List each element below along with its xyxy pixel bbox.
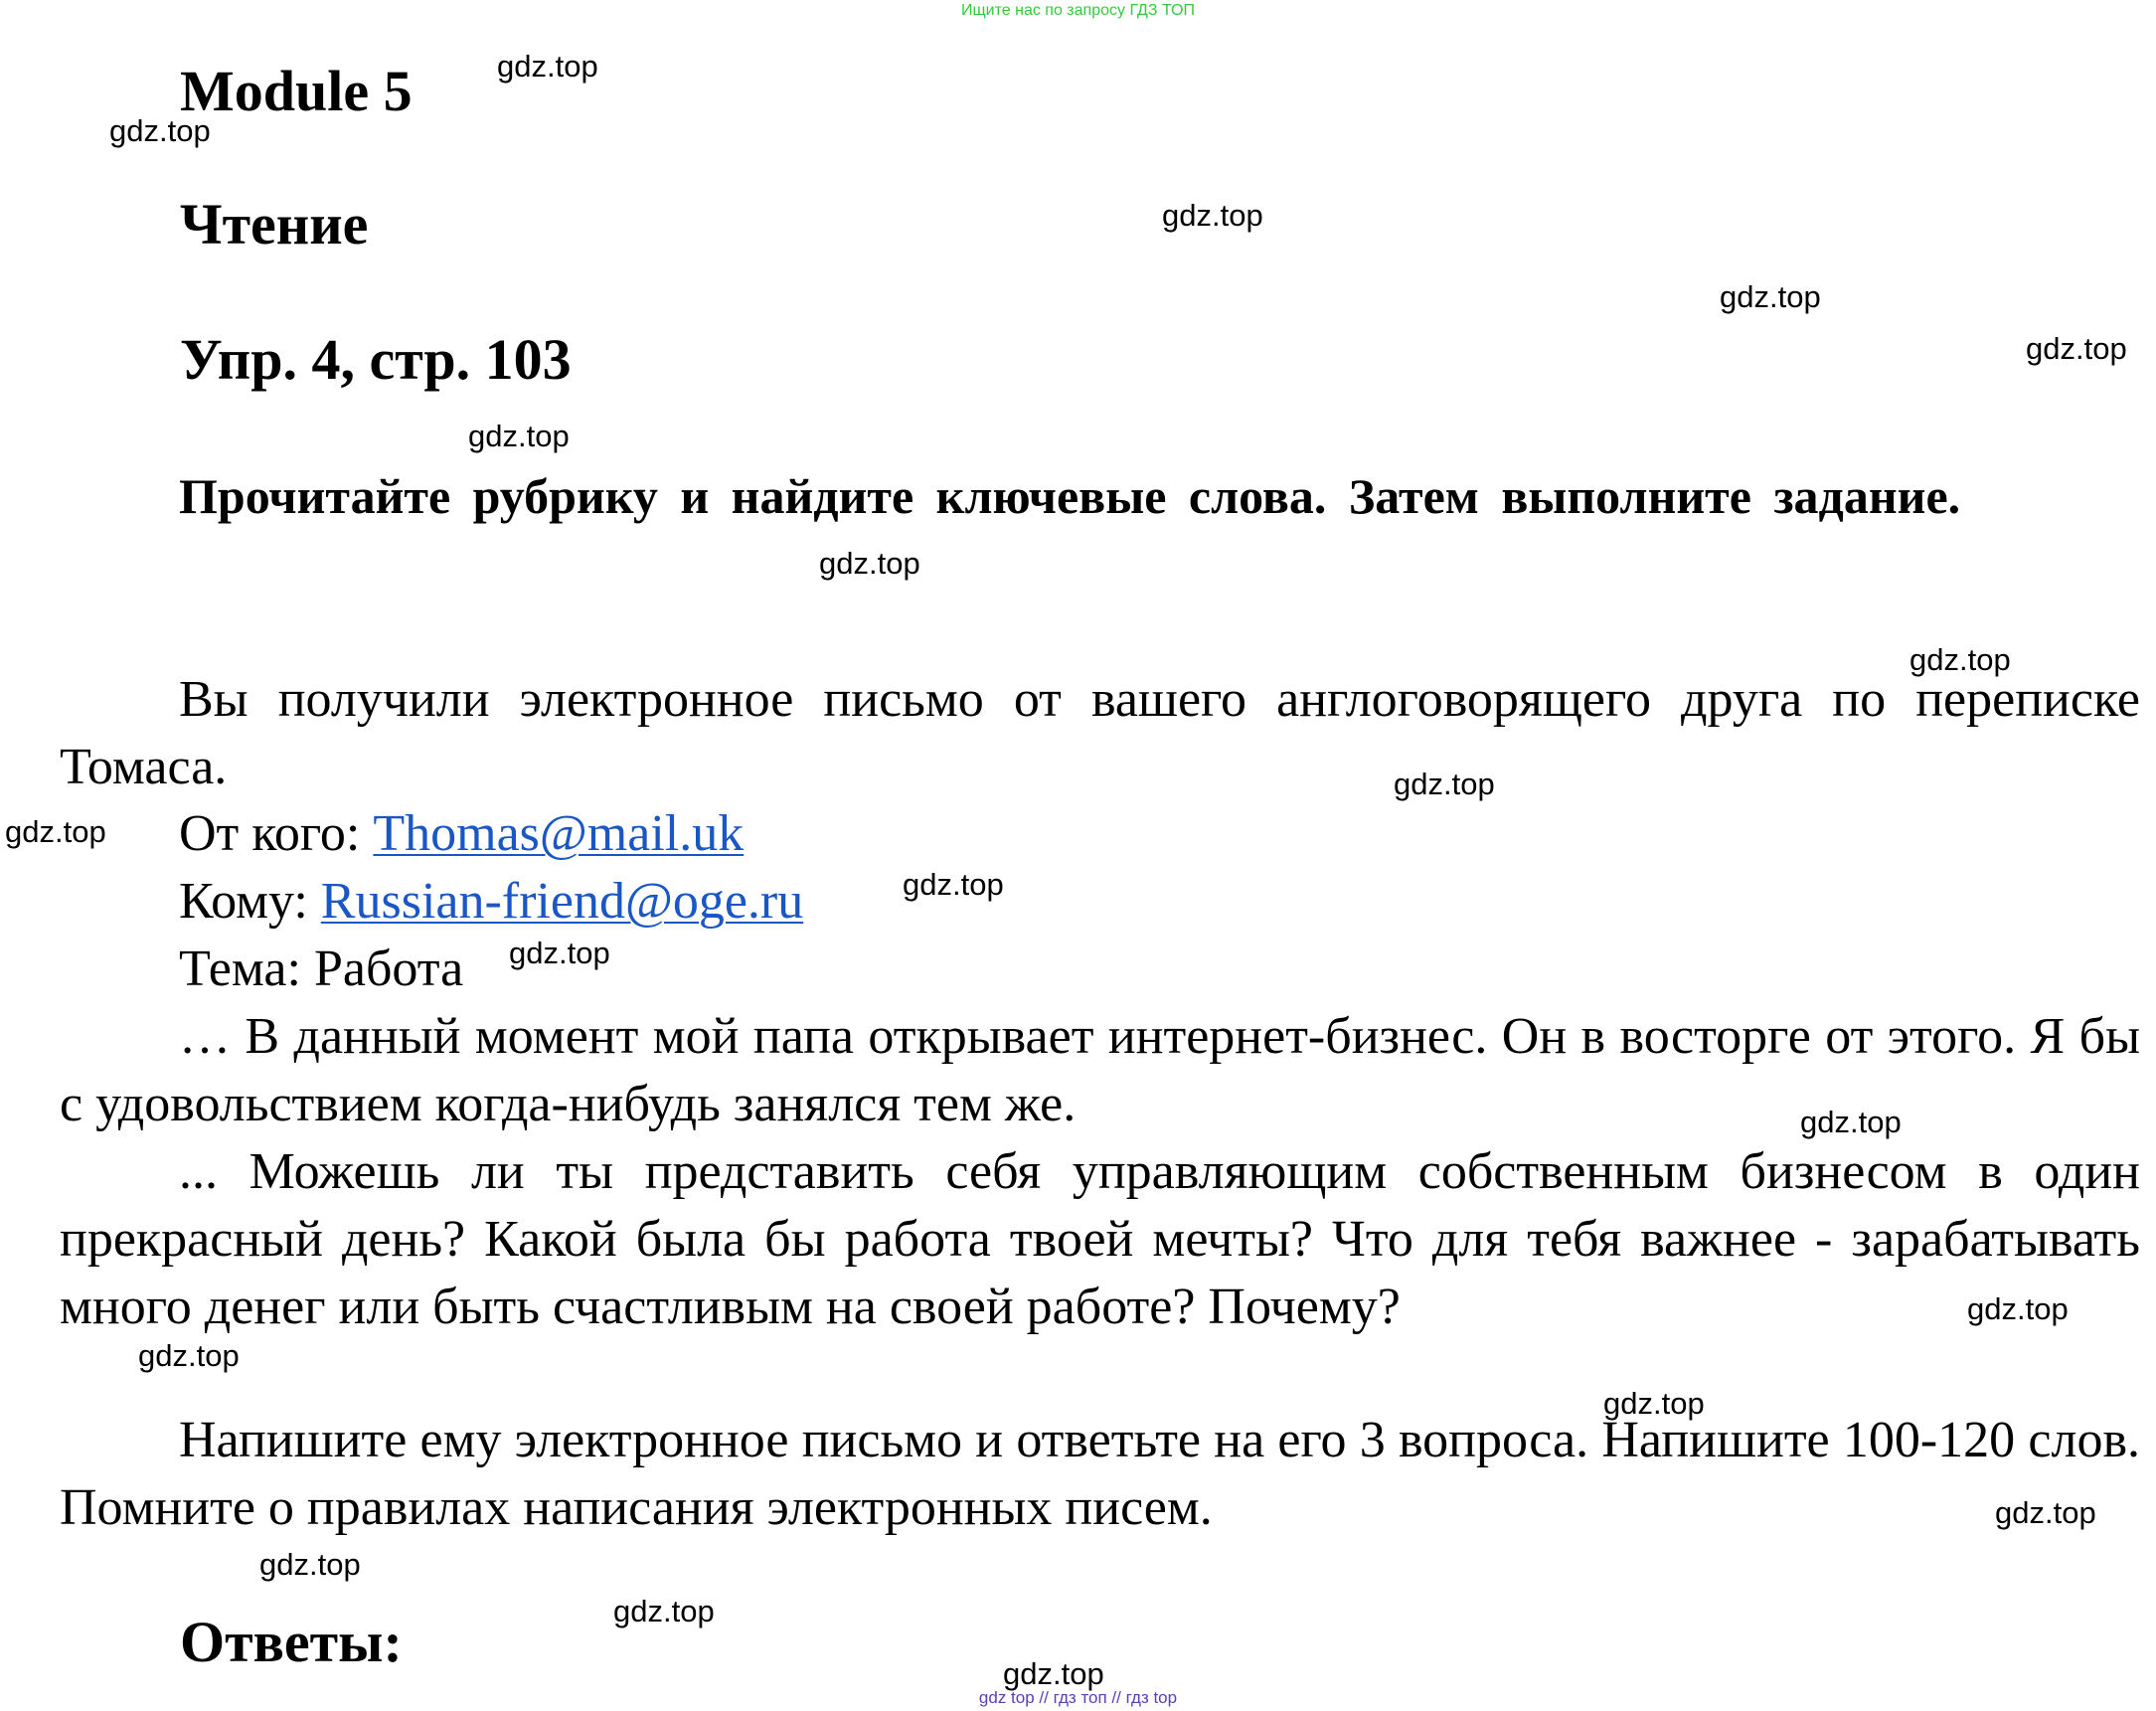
watermark: gdz.top [1162, 198, 1263, 233]
watermark: gdz.top [1800, 1105, 1902, 1139]
exercise-reference: Упр. 4, стр. 103 [180, 327, 572, 392]
task-instruction: Прочитайте рубрику и найдите ключевые слова. Затем выполните задание. [179, 468, 1961, 524]
watermark: gdz.top [2026, 331, 2127, 366]
watermark: gdz.top [819, 546, 920, 581]
watermark: gdz.top [903, 867, 1004, 902]
watermark: gdz.top [468, 419, 570, 453]
watermark: gdz.top [1720, 279, 1821, 314]
watermark: gdz.top [1003, 1656, 1104, 1691]
section-title: Чтение [180, 192, 369, 257]
email-from-label: От кого: [179, 805, 361, 862]
watermark: gdz.top [109, 113, 211, 148]
watermark: gdz.top [509, 936, 610, 970]
answers-heading: Ответы: [180, 1610, 403, 1674]
email-to-row [179, 868, 803, 936]
email-from-link[interactable]: Thomas@mail.uk [373, 805, 745, 862]
email-from-row [179, 800, 744, 868]
search-hint-banner: Ищите нас по запросу ГДЗ ТОП [961, 2, 1195, 19]
watermark: gdz.top [259, 1547, 361, 1582]
watermark: gdz.top [1394, 767, 1495, 801]
email-to-label: Кому: [179, 873, 308, 930]
intro-paragraph: Вы получили электронное письмо от вашего англоговорящего друга по переписке Томаса. [60, 671, 2140, 795]
writing-task: Напишите ему электронное письмо и ответьте на его 3 вопроса. Напишите 100-120 слов. Помните о правилах написания электронных писем. [60, 1412, 2140, 1536]
watermark: gdz.top [1995, 1495, 2096, 1530]
watermark: gdz.top [1967, 1291, 2069, 1326]
watermark: gdz.top [1909, 642, 2011, 677]
email-body-paragraph-2: ... Можешь ли ты представить себя управляющим собственным бизнесом в один прекрасный день? Какой была бы работа твоей мечты? Что для тебя важнее - зарабатывать много денег или быть счастливым на своей работе? Почему? [60, 1143, 2140, 1335]
watermark: gdz.top [138, 1338, 240, 1373]
watermark: gdz.top [497, 49, 598, 84]
email-body-paragraph-1: … В данный момент мой папа открывает интернет-бизнес. Он в восторге от этого. Я бы с удовольствием когда-нибудь занялся тем же. [60, 1008, 2140, 1132]
email-to-link[interactable]: Russian-friend@oge.ru [320, 873, 804, 930]
watermark: gdz.top [1603, 1386, 1705, 1421]
watermark: gdz.top [613, 1594, 715, 1628]
module-title: Module 5 [180, 59, 413, 123]
footer-watermark: gdz top // гдз топ // гдз top [978, 1688, 1178, 1707]
email-subject: Тема: Работа [179, 941, 464, 997]
watermark: gdz.top [5, 814, 106, 849]
